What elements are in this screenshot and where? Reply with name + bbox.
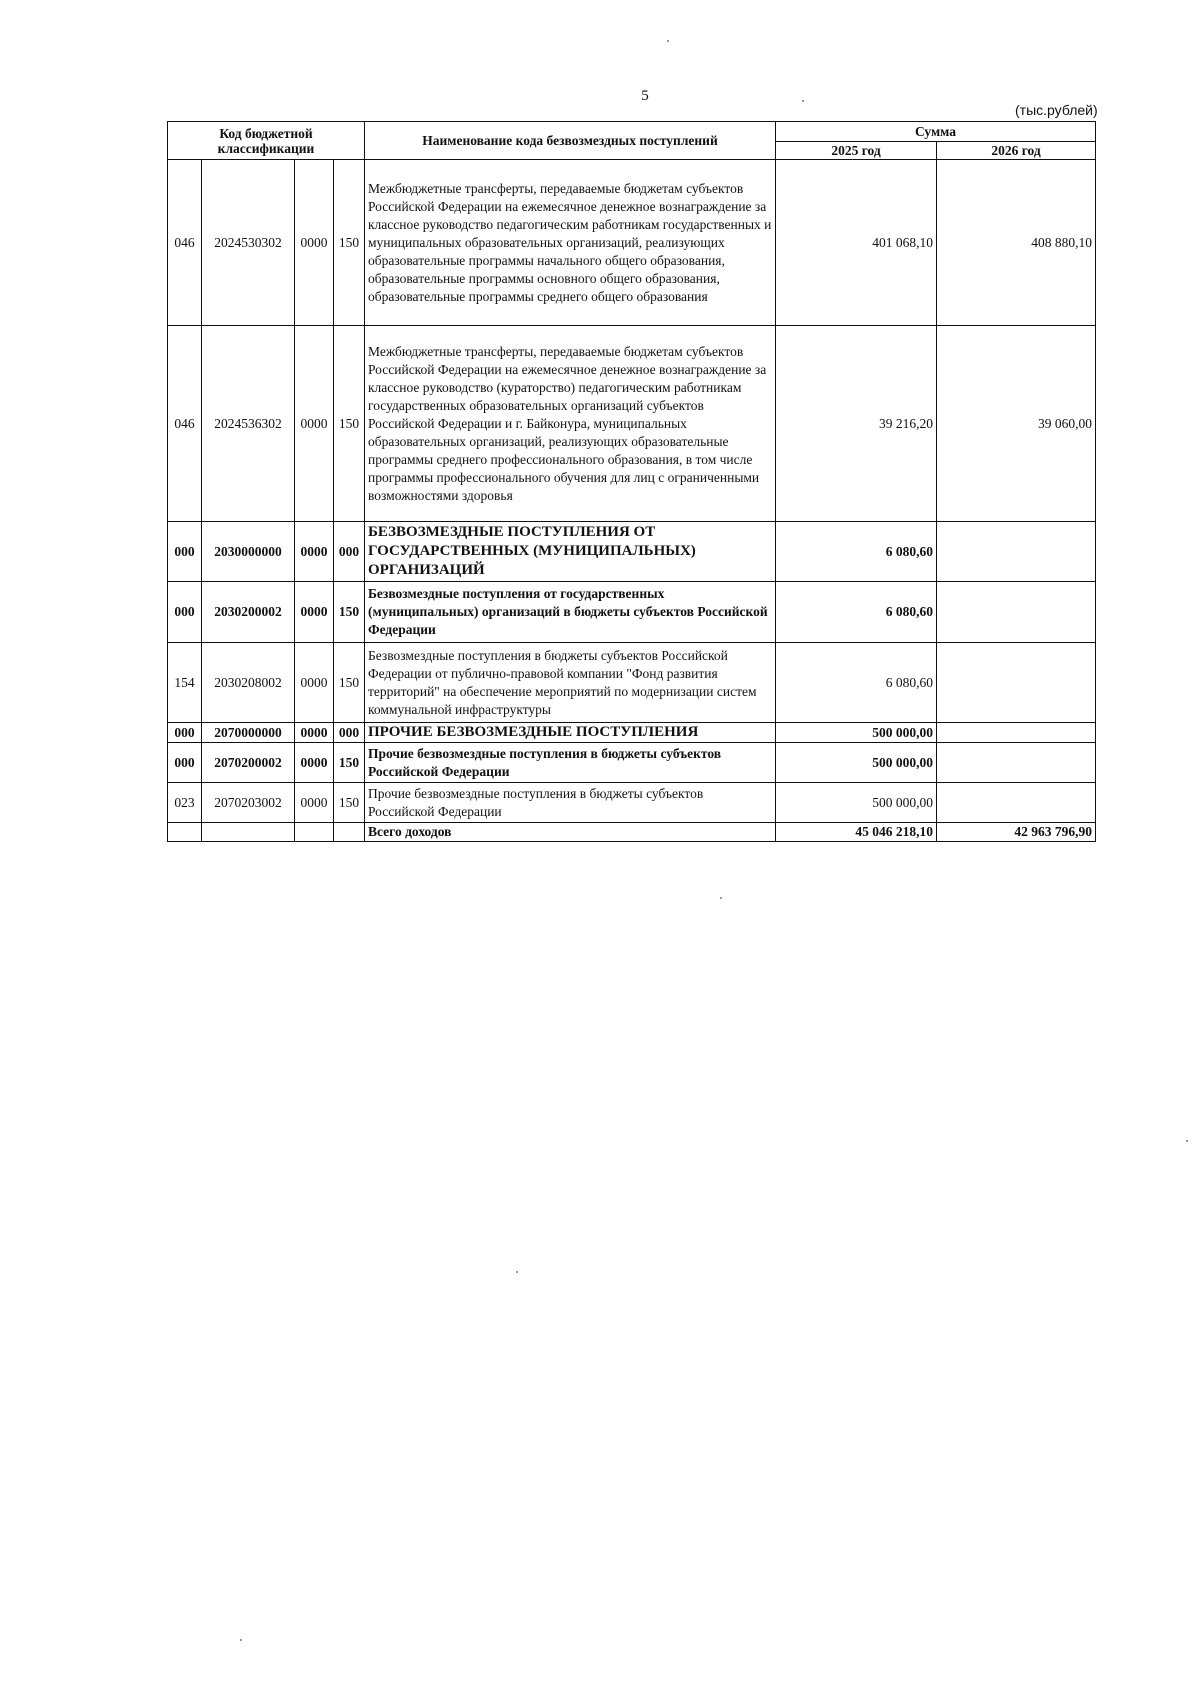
amount-2026 bbox=[937, 723, 1096, 743]
program-code: 0000 bbox=[295, 743, 334, 783]
income-name: Безвозмездные поступления в бюджеты субъектов Российской Федерации от публично-правовой компании "Фонд развития территорий" на обеспечение мероприятий по модернизации систем коммунальной инфраструктуры bbox=[365, 643, 776, 723]
admin-code: 000 bbox=[168, 582, 202, 643]
amount-2025: 500 000,00 bbox=[776, 743, 937, 783]
admin-code: 000 bbox=[168, 723, 202, 743]
program-code: 0000 bbox=[295, 643, 334, 723]
income-name: Межбюджетные трансферты, передаваемые бюджетам субъектов Российской Федерации на ежемесячное денежное вознаграждение за классное руководство (кураторство) педагогическим работникам государственных образовательных организаций субъектов Российской Федерации и г. Байконура, муниципальных образовательных организаций, реализующих образовательные программы среднего профессионального образования, в том числе программы профессионального обучения для лиц с ограниченными возможностями здоровья bbox=[365, 326, 776, 522]
total-2025: 45 046 218,10 bbox=[776, 823, 937, 842]
scan-speck bbox=[240, 1639, 242, 1641]
economic-code: 000 bbox=[334, 522, 365, 582]
amount-2026: 408 880,10 bbox=[937, 160, 1096, 326]
amount-2025: 500 000,00 bbox=[776, 723, 937, 743]
admin-code: 000 bbox=[168, 743, 202, 783]
header-2025: 2025 год bbox=[776, 142, 937, 160]
table-row bbox=[168, 582, 1096, 643]
amount-2025: 39 216,20 bbox=[776, 326, 937, 522]
economic-code: 150 bbox=[334, 160, 365, 326]
program-code: 0000 bbox=[295, 783, 334, 823]
amount-2026 bbox=[937, 582, 1096, 643]
page-number: 5 bbox=[641, 88, 649, 104]
admin-code: 154 bbox=[168, 643, 202, 723]
economic-code: 150 bbox=[334, 643, 365, 723]
scan-speck bbox=[667, 40, 669, 42]
budget-table bbox=[167, 121, 1096, 842]
total-label: Всего доходов bbox=[365, 823, 776, 842]
amount-2026 bbox=[937, 522, 1096, 582]
amount-2025: 401 068,10 bbox=[776, 160, 937, 326]
admin-code: 046 bbox=[168, 160, 202, 326]
amount-2026: 39 060,00 bbox=[937, 326, 1096, 522]
empty-cell bbox=[168, 823, 202, 842]
economic-code: 150 bbox=[334, 582, 365, 643]
income-name: БЕЗВОЗМЕЗДНЫЕ ПОСТУПЛЕНИЯ ОТ ГОСУДАРСТВЕННЫХ (МУНИЦИПАЛЬНЫХ) ОРГАНИЗАЦИЙ bbox=[365, 522, 776, 582]
income-code: 2024536302 bbox=[202, 326, 295, 522]
amount-2025: 6 080,60 bbox=[776, 643, 937, 723]
header-name: Наименование кода безвозмездных поступлений bbox=[365, 122, 776, 160]
empty-cell bbox=[295, 823, 334, 842]
amount-2025: 6 080,60 bbox=[776, 522, 937, 582]
income-code: 2070203002 bbox=[202, 783, 295, 823]
income-code: 2024530302 bbox=[202, 160, 295, 326]
economic-code: 150 bbox=[334, 326, 365, 522]
table-row bbox=[168, 723, 1096, 743]
table-row bbox=[168, 743, 1096, 783]
income-name: Безвозмездные поступления от государственных (муниципальных) организаций в бюджеты субъектов Российской Федерации bbox=[365, 582, 776, 643]
amount-2025: 500 000,00 bbox=[776, 783, 937, 823]
income-name: ПРОЧИЕ БЕЗВОЗМЕЗДНЫЕ ПОСТУПЛЕНИЯ bbox=[365, 723, 776, 743]
economic-code: 150 bbox=[334, 743, 365, 783]
program-code: 0000 bbox=[295, 522, 334, 582]
empty-cell bbox=[334, 823, 365, 842]
amount-2026 bbox=[937, 783, 1096, 823]
program-code: 0000 bbox=[295, 723, 334, 743]
scan-speck bbox=[720, 897, 722, 899]
income-code: 2030000000 bbox=[202, 522, 295, 582]
program-code: 0000 bbox=[295, 326, 334, 522]
income-code: 2030208002 bbox=[202, 643, 295, 723]
admin-code: 023 bbox=[168, 783, 202, 823]
total-2026: 42 963 796,90 bbox=[937, 823, 1096, 842]
amount-2025: 6 080,60 bbox=[776, 582, 937, 643]
header-code: Код бюджетной классификации bbox=[168, 122, 365, 160]
header-2026: 2026 год bbox=[937, 142, 1096, 160]
scan-speck bbox=[516, 1271, 518, 1273]
table-row bbox=[168, 643, 1096, 723]
table-row bbox=[168, 326, 1096, 522]
income-name: Прочие безвозмездные поступления в бюджеты субъектов Российской Федерации bbox=[365, 783, 776, 823]
table-row bbox=[168, 160, 1096, 326]
amount-2026 bbox=[937, 743, 1096, 783]
income-code: 2030200002 bbox=[202, 582, 295, 643]
income-code: 2070200002 bbox=[202, 743, 295, 783]
header-sum: Сумма bbox=[776, 122, 1096, 142]
economic-code: 000 bbox=[334, 723, 365, 743]
admin-code: 000 bbox=[168, 522, 202, 582]
program-code: 0000 bbox=[295, 582, 334, 643]
admin-code: 046 bbox=[168, 326, 202, 522]
scan-speck bbox=[802, 100, 804, 102]
economic-code: 150 bbox=[334, 783, 365, 823]
total-row bbox=[168, 823, 1096, 842]
income-name: Межбюджетные трансферты, передаваемые бюджетам субъектов Российской Федерации на ежемесячное денежное вознаграждение за классное руководство педагогическим работникам государственных и муниципальных образовательных организаций, реализующих образовательные программы начального общего образования, образовательные программы основного общего образования, образовательные программы среднего общего образования bbox=[365, 160, 776, 326]
table-header-row bbox=[168, 122, 1096, 142]
units-label: (тыс.рублей) bbox=[1015, 102, 1098, 118]
empty-cell bbox=[202, 823, 295, 842]
scan-speck bbox=[1186, 1140, 1188, 1142]
program-code: 0000 bbox=[295, 160, 334, 326]
income-code: 2070000000 bbox=[202, 723, 295, 743]
table-row bbox=[168, 522, 1096, 582]
amount-2026 bbox=[937, 643, 1096, 723]
table-row bbox=[168, 783, 1096, 823]
income-name: Прочие безвозмездные поступления в бюджеты субъектов Российской Федерации bbox=[365, 743, 776, 783]
